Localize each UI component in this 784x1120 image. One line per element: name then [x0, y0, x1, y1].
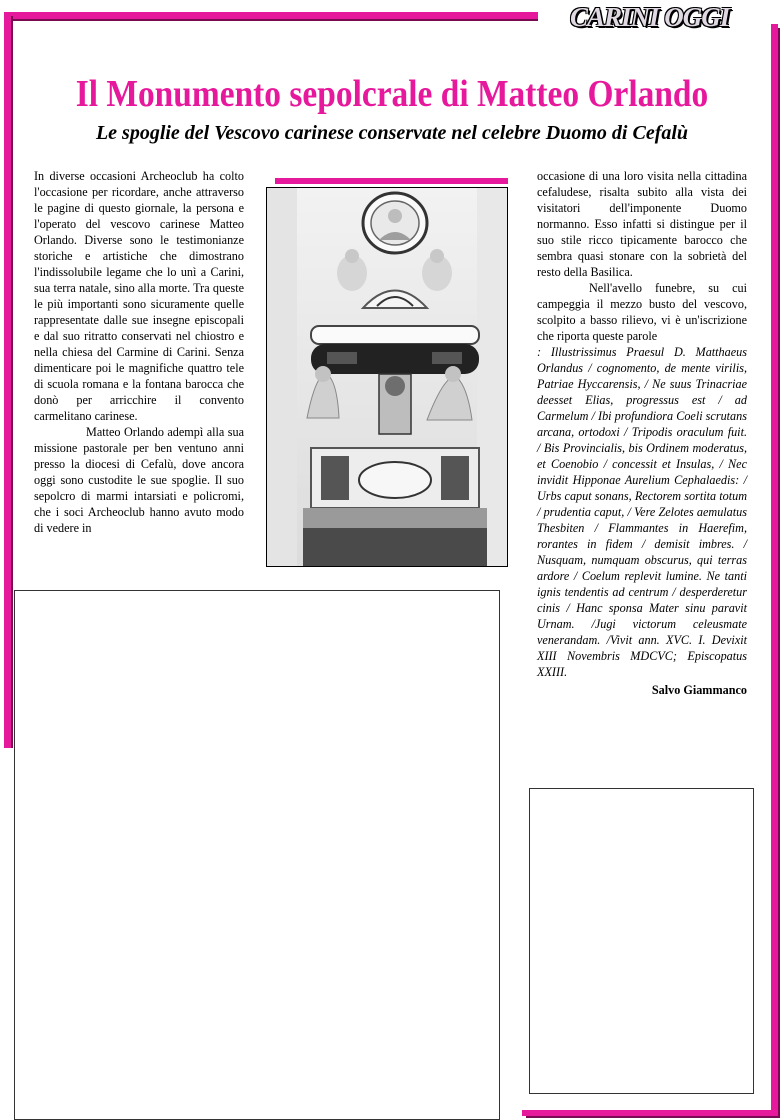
article-column-right	[537, 168, 747, 698]
paragraph: Matteo Orlando adempì alla sua missione pastorale per ben ventuno anni presso la diocesi di Cefalù, dove ancora oggi sono custodite le sue spoglie. Il suo sepolcro di marmi intarsiati e policromi, che i soci Archeoclub hanno avuto modo di vedere in	[34, 425, 244, 535]
empty-frame-small	[529, 788, 754, 1094]
monument-illustration	[267, 188, 507, 566]
author-byline: Salvo Giammanco	[651, 683, 747, 697]
right-accent-bar	[771, 24, 778, 1116]
paragraph: In diverse occasioni Archeoclub ha colto l'occasione per ricordare, anche attraverso le pagine di questo giornale, la persona e l'operato del vescovo carinese Matteo Orlando. Diverse sono le testimonianze storiche e artistiche che dimostrano l'indissolubile legame che lo unì a Carini, sua terra natale, sino alla morte. Tra queste le più importanti sono sicuramente quelle rappresentate dalle sue insegne episcopali e dal suo ritratto conservati nel chiostro e nella chiesa del Carmine di Carini. Senza dimenticare poi le magnifiche quattro tele di scuola romana e la fontana barocca che donò per arricchire il convento carmelitano carinese.	[34, 169, 244, 423]
article-column-left	[34, 168, 244, 536]
paragraph: Nell'avello funebre, su cui campeggia il mezzo busto del vescovo, scolpito a basso rilievo, vi è un'iscrizione che riporta queste parole	[537, 281, 747, 343]
article-title: Il Monumento sepolcrale di Matteo Orlando	[75, 73, 709, 115]
monument-photo	[266, 187, 508, 567]
bottom-accent-shadow	[526, 1116, 780, 1118]
photo-accent-bar	[275, 178, 508, 184]
top-accent-shadow	[12, 19, 538, 21]
masthead-logo: CARINI OGGI	[570, 2, 730, 32]
paragraph: occasione di una loro visita nella cittadina cefaludese, risalta subito alla vista dei visitatori dell'imponente Duomo normanno. Esso infatti si distingue per il suo stile ricco tipicamente barocco che sembra quasi stonare con la sobrietà del resto della Basilica.	[537, 169, 747, 279]
right-accent-shadow	[778, 28, 780, 1116]
empty-frame-large	[14, 590, 500, 1120]
article-subtitle: Le spoglie del Vescovo carinese conservate nel celebre Duomo di Cefalù	[95, 122, 689, 144]
latin-inscription: : Illustrissimus Praesul D. Matthaeus Orlandus / cognomento, de mente virilis, Patriae Hyccarensis, / Ne suus Trinacriae deesset Elias, progressus est / ad Carmelum / Ibi profundiora Coeli scrutans arcana, ortodoxi / Tripodis oraculum fuit. / Bis Provincialis, bis Ordinem moderatus, et Coenobio / concessit et Insulas, / Nec invidit Hipponae Aurelium Cephalaedis: / Urbs caput sonans, Rectorem sortita totum / prudentia caput, / Vere Zelotes aemulatus Thesbiten / Flammantes in Haerefim, rorantes in fidem / demisit imbres. / Nusquam, numquam obscurus, qui terras ardore / Coelum replevit lumine. Ne tanti ignis tendentis ad centrum / desperderetur cinis / Hanc sponsa Mater sinu paravit Urnam. /Jugi victorum celeusmate venerandam. /Vivit ann. XVC. I. Devixit XIII Novembris MDCVC; Episcopatus XXIII.	[537, 345, 747, 679]
top-accent-bar	[8, 12, 538, 19]
